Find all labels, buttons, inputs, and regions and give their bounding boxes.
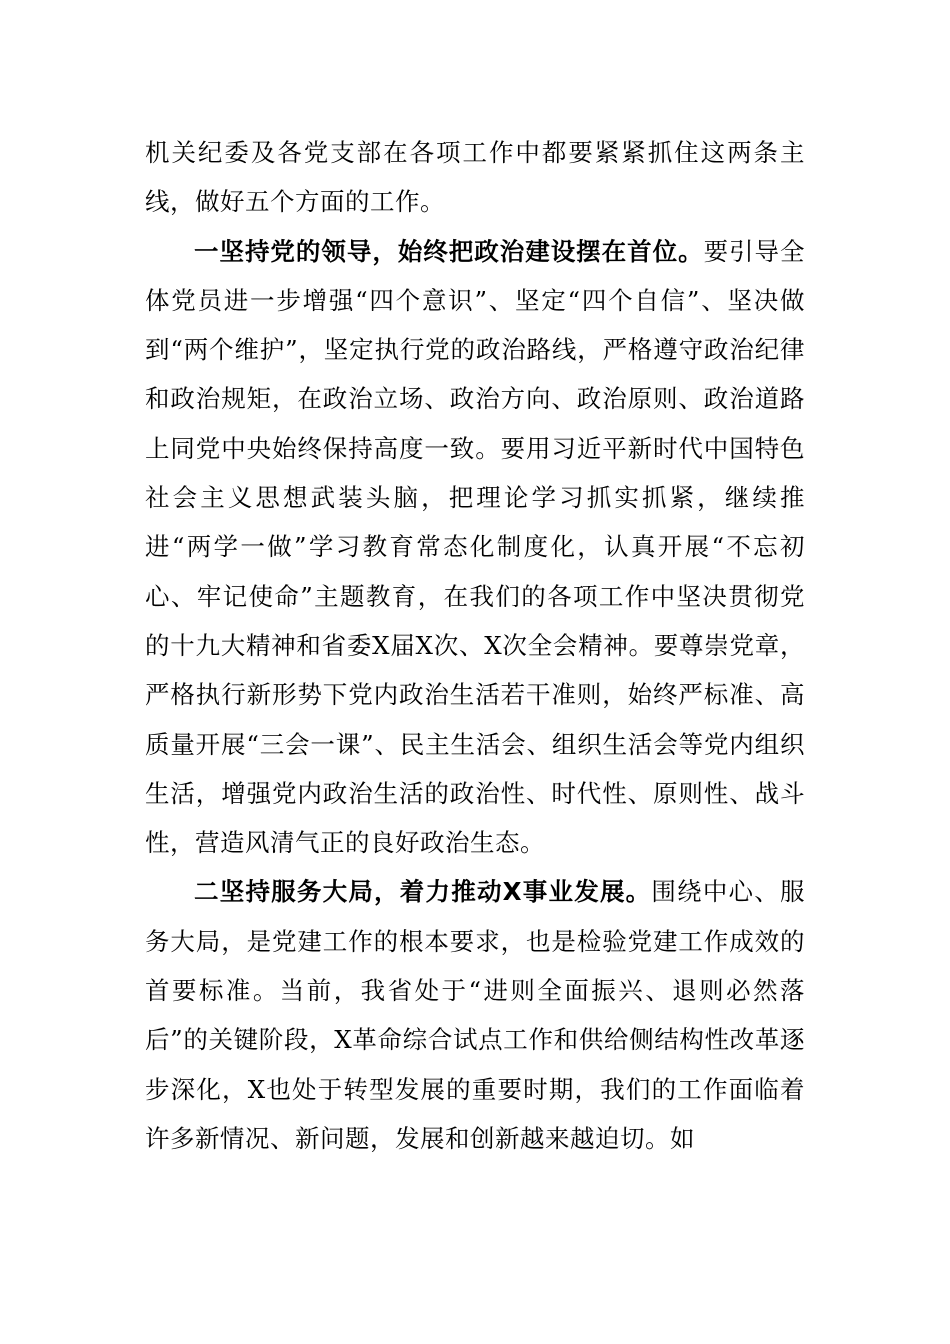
section-heading: 一坚持党的领导，始终把政治建设摆在首位。 [194, 236, 704, 266]
paragraph-body: 围绕中心、服务大局，是党建工作的根本要求，也是检验党建工作成效的首要标准。当前，我省处于“进则全面振兴、退则必然落后”的关键阶段，X革命综合试点工作和供给侧结构性改革逐步深化，X也处于转型发展的重要时期，我们的工作面临着许多新情况、新问题，发展和创新越来越迫切。如 [145, 877, 806, 1153]
paragraph-body: 机关纪委及各党支部在各项工作中都要紧紧抓住这两条主线，做好五个方面的工作。 [145, 138, 805, 217]
section-heading: 二坚持服务大局，着力推动X事业发展。 [194, 877, 652, 907]
paragraph-intro [145, 128, 805, 227]
paragraph-political-building [145, 227, 805, 868]
paragraph-body: 要引导全体党员进一步增强“四个意识”、坚定“四个自信”、坚决做到“两个维护”，坚定执行党的政治路线，严格遵守政治纪律和政治规矩，在政治立场、政治方向、政治原则、政治道路上同党中央始终保持高度一致。要用习近平新时代中国特色社会主义思想武装头脑，把理论学习抓实抓紧，继续推进“两学一做”学习教育常态化制度化，认真开展“不忘初心、牢记使命”主题教育，在我们的各项工作中坚决贯彻党的十九大精神和省委X届X次、X次全会精神。要尊崇党章，严格执行新形势下党内政治生活若干准则，始终严标准、高质量开展“三会一课”、民主生活会、组织生活会等党内组织生活，增强党内政治生活的政治性、时代性、原则性、战斗性，营造风清气正的良好政治生态。 [145, 236, 806, 858]
paragraph-serve-overall [145, 867, 805, 1163]
document-page [145, 128, 805, 1163]
